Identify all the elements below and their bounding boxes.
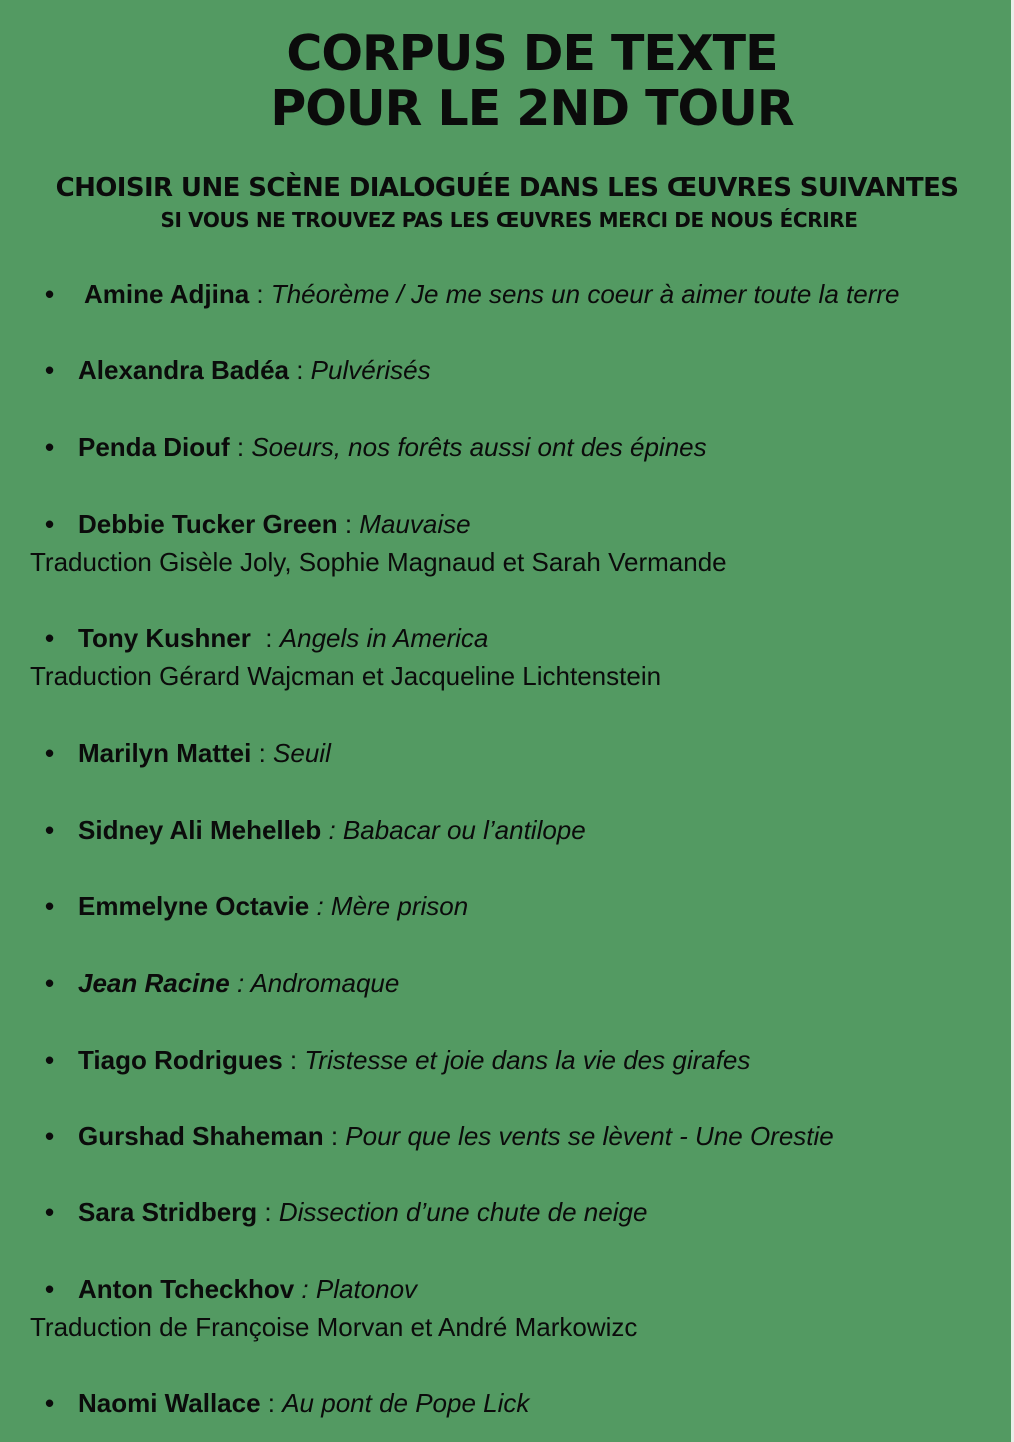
bullet: •: [45, 891, 55, 921]
list-item: [0, 889, 1000, 923]
separator: :: [249, 279, 271, 309]
author-name: Marilyn Mattei: [78, 738, 252, 768]
author-name: Tiago Rodrigues: [78, 1045, 283, 1075]
translation-credit: Traduction Gisèle Joly, Sophie Magnaud et Sarah Vermande: [30, 547, 727, 577]
page-subtitle: CHOISIR UNE SCÈNE DIALOGUÉE DANS LES ŒUVRES SUIVANTES: [55, 173, 959, 203]
list-item: [0, 966, 1000, 1000]
separator: :: [337, 509, 360, 539]
page-header: [0, 0, 1014, 234]
list-item: [0, 736, 1000, 770]
work-title: Babacar ou l’antilope: [342, 815, 586, 845]
bullet: •: [45, 968, 55, 998]
author-name: Debbie Tucker Green: [78, 509, 338, 539]
bullet: •: [45, 1388, 55, 1418]
title-line-2: POUR LE 2ND TOUR: [270, 80, 794, 137]
work-title: Dissection d’une chute de neige: [278, 1197, 648, 1227]
list-item: [0, 430, 1000, 464]
work-title: Au pont de Pope Lick: [282, 1388, 530, 1418]
author-name: Amine Adjina: [84, 279, 250, 309]
bullet: •: [45, 509, 55, 539]
bullet: •: [45, 1274, 55, 1304]
author-name: Jean Racine: [78, 968, 230, 998]
translation-credit: Traduction de Françoise Morvan et André Markowizc: [30, 1312, 638, 1342]
author-name: Sidney Ali Mehelleb: [78, 815, 322, 845]
list-item: [0, 1195, 1000, 1229]
separator: :: [251, 738, 274, 768]
list-item: [0, 1386, 1000, 1420]
separator: :: [294, 1274, 316, 1304]
separator: :: [250, 623, 280, 653]
author-name: Gurshad Shaheman: [78, 1121, 324, 1151]
translation-credit: Traduction Gérard Wajcman et Jacqueline Lichtenstein: [30, 661, 662, 691]
list-item: [0, 277, 1000, 311]
separator: :: [260, 1388, 283, 1418]
list-item: [0, 1119, 1000, 1153]
author-name: Penda Diouf: [78, 432, 230, 462]
list-item: [0, 621, 1000, 693]
list-item: [0, 1043, 1000, 1077]
work-title: Mère prison: [330, 891, 469, 921]
bullet: •: [45, 1197, 55, 1227]
page-note: SI VOUS NE TROUVEZ PAS LES ŒUVRES MERCI DE NOUS ÉCRIRE: [160, 208, 858, 232]
bullet: •: [45, 815, 55, 845]
author-name: Tony Kushner: [78, 623, 251, 653]
work-title: Seuil: [273, 738, 331, 768]
separator: :: [323, 1121, 346, 1151]
separator: :: [229, 968, 251, 998]
list-item: [0, 1272, 1000, 1344]
work-title: Tristesse et joie dans la vie des girafes: [304, 1045, 751, 1075]
work-title: Théorème / Je me sens un coeur à aimer toute la terre: [270, 279, 900, 309]
separator: :: [321, 815, 343, 845]
work-title: Pour que les vents se lèvent - Une Orestie: [345, 1121, 834, 1151]
separator: :: [282, 1045, 305, 1075]
bullet: •: [45, 355, 55, 385]
separator: :: [309, 891, 331, 921]
work-title: Mauvaise: [359, 509, 471, 539]
bullet: •: [45, 432, 55, 462]
author-name: Alexandra Badéa: [78, 355, 289, 385]
bullet: •: [45, 623, 55, 653]
author-name: Sara Stridberg: [78, 1197, 258, 1227]
page-title: [0, 0, 1014, 136]
bullet: •: [45, 1045, 55, 1075]
work-title: Soeurs, nos forêts aussi ont des épines: [251, 432, 707, 462]
bullet: •: [45, 738, 55, 768]
separator: :: [257, 1197, 279, 1227]
bullet: •: [45, 279, 55, 309]
author-name: Emmelyne Octavie: [78, 891, 310, 921]
author-name: Naomi Wallace: [78, 1388, 261, 1418]
title-line-1: CORPUS DE TEXTE: [286, 25, 778, 82]
separator: :: [229, 432, 252, 462]
list-item: [0, 353, 1000, 387]
work-title: Andromaque: [250, 968, 400, 998]
bullet: •: [45, 1121, 55, 1151]
work-title: Angels in America: [279, 623, 489, 653]
list-item: [0, 813, 1000, 847]
author-name: Anton Tcheckhov: [78, 1274, 295, 1304]
separator: :: [288, 355, 311, 385]
work-title: Platonov: [315, 1274, 418, 1304]
list-item: [0, 507, 1000, 579]
work-title: Pulvérisés: [310, 355, 431, 385]
